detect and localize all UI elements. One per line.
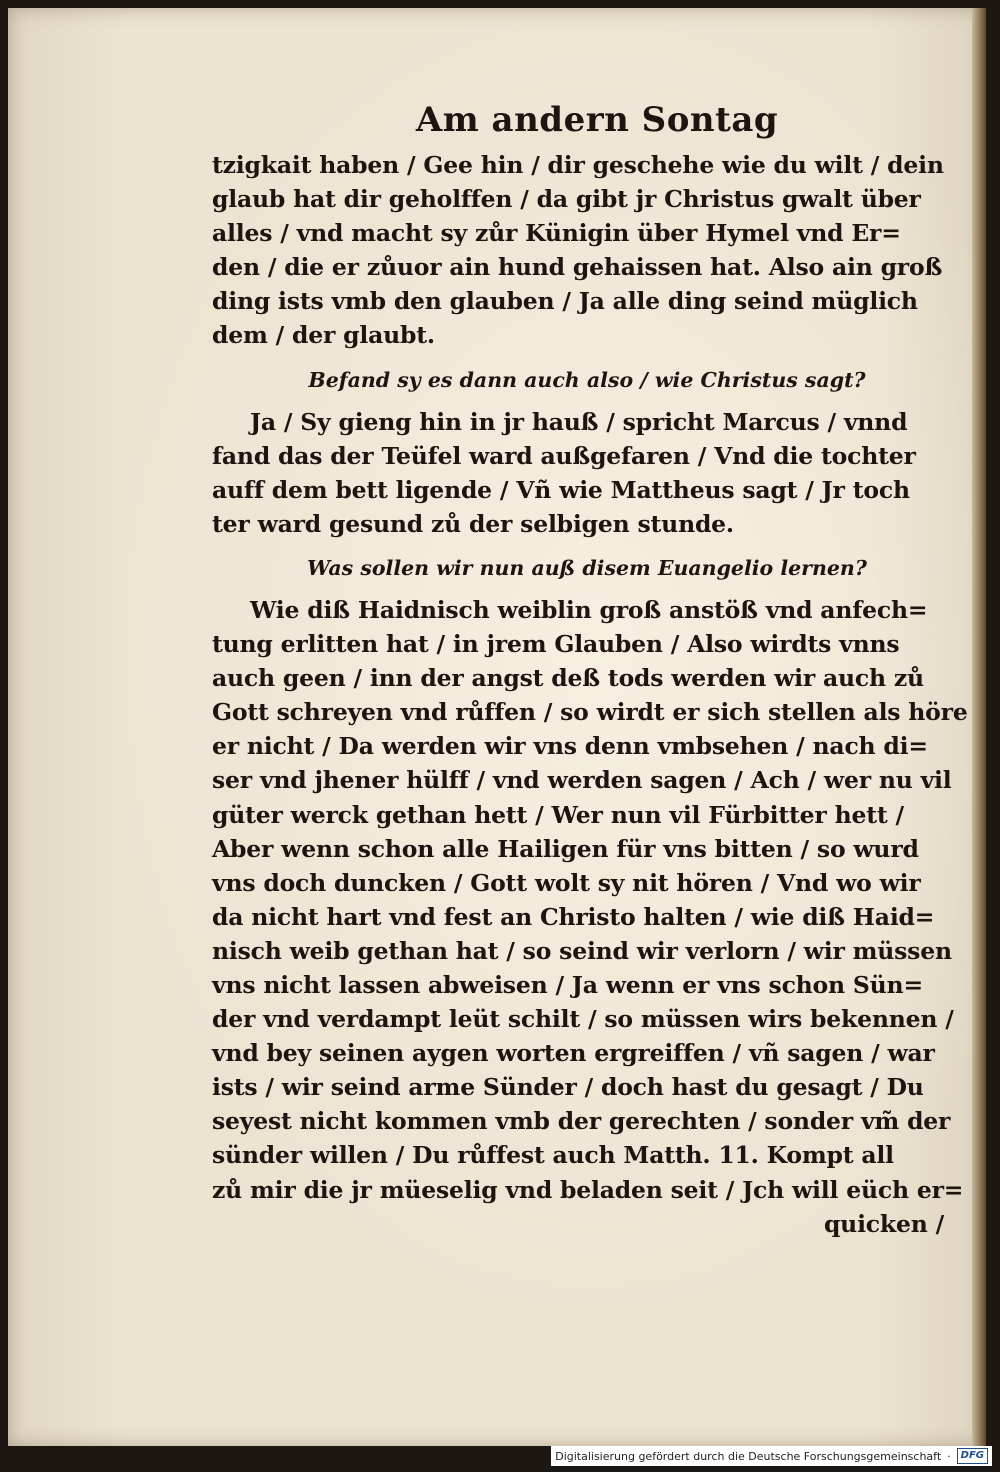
text-line: fand das der Teüfel ward außgefaren / Vnd die tochter xyxy=(212,441,916,470)
text-line: tzigkait haben / Gee hin / dir geschehe wie du wilt / dein xyxy=(212,151,944,179)
text-block xyxy=(212,96,968,1241)
text-line: auch geen / inn der angst deß tods werden wir auch zů xyxy=(212,664,924,693)
running-head: Am andern Sontag xyxy=(415,100,779,140)
separator: · xyxy=(947,1449,951,1463)
page-spine-edge xyxy=(972,8,986,1446)
text-line: auff dem bett ligende / Vñ wie Mattheus sagt / Jr toch xyxy=(212,475,910,504)
paragraph-1 xyxy=(212,148,962,353)
text-line: da nicht hart vnd fest an Christo halten / wie diß Haid= xyxy=(212,902,935,931)
answer-1 xyxy=(212,405,962,541)
text-line: ists / wir seind arme Sünder / doch hast du gesagt / Du xyxy=(212,1073,924,1102)
dfg-logo-icon: DFG xyxy=(957,1448,988,1464)
text-line: sünder willen / Du růffest auch Matth. 11. Kompt all xyxy=(212,1141,894,1170)
catchword-line: quicken / xyxy=(823,1209,944,1238)
credit-text: Digitalisierung gefördert durch die Deutsche Forschungsgemeinschaft xyxy=(555,1449,942,1463)
text-line: Aber wenn schon alle Hailigen für vns bitten / so wurd xyxy=(212,834,919,863)
text-line: alles / vnd macht sy zůr Künigin über Hymel vnd Er= xyxy=(212,219,901,248)
text-line: vns nicht lassen abweisen / Ja wenn er vns schon Sün= xyxy=(212,970,923,999)
text-line: glaub hat dir geholffen / da gibt jr Christus gwalt über xyxy=(212,185,921,214)
text-line: ser vnd jhener hülff / vnd werden sagen / Ach / wer nu vil xyxy=(212,766,952,795)
text-line: dem / der glaubt. xyxy=(212,321,435,350)
text-line: der vnd verdampt leüt schilt / so müssen wirs bekennen / xyxy=(212,1005,954,1034)
text-line: tung erlitten hat / in jrem Glauben / Also wirdts vnns xyxy=(212,630,900,659)
text-line: Wie diß Haidnisch weiblin groß anstöß vnd anfech= xyxy=(250,595,928,624)
text-line: güter werck gethan hett / Wer nun vil Fürbitter hett / xyxy=(212,800,904,829)
text-line: vns doch duncken / Gott wolt sy nit hören / Vnd wo wir xyxy=(212,868,921,897)
text-line: ding ists vmb den glauben / Ja alle ding seind müglich xyxy=(212,287,918,316)
answer-2 xyxy=(212,593,968,1241)
digitization-credit xyxy=(551,1446,992,1466)
text-line: vnd bey seinen aygen worten ergreiffen / vñ sagen / war xyxy=(212,1039,935,1068)
text-line: seyest nicht kommen vmb der gerechten / sonder vm̃ der xyxy=(212,1107,951,1136)
text-line: nisch weib gethan hat / so seind wir verlorn / wir müssen xyxy=(212,936,952,965)
question-heading-1: Befand sy es dann auch also / wie Christus sagt? xyxy=(308,367,866,392)
text-line: zů mir die jr müeselig vnd beladen seit / Jch will eüch er= xyxy=(212,1175,964,1204)
text-line: den / die er zůuor ain hund gehaissen hat. Also ain groß xyxy=(212,253,943,282)
text-line: er nicht / Da werden wir vns denn vmbsehen / nach di= xyxy=(212,732,928,761)
text-line: ter ward gesund zů der selbigen stunde. xyxy=(212,509,734,538)
question-heading-2: Was sollen wir nun auß disem Euangelio lernen? xyxy=(307,555,867,580)
text-line: Ja / Sy gieng hin in jr hauß / spricht Marcus / vnnd xyxy=(250,407,908,436)
text-line: Gott schreyen vnd růffen / so wirdt er sich stellen als höre xyxy=(212,698,968,727)
